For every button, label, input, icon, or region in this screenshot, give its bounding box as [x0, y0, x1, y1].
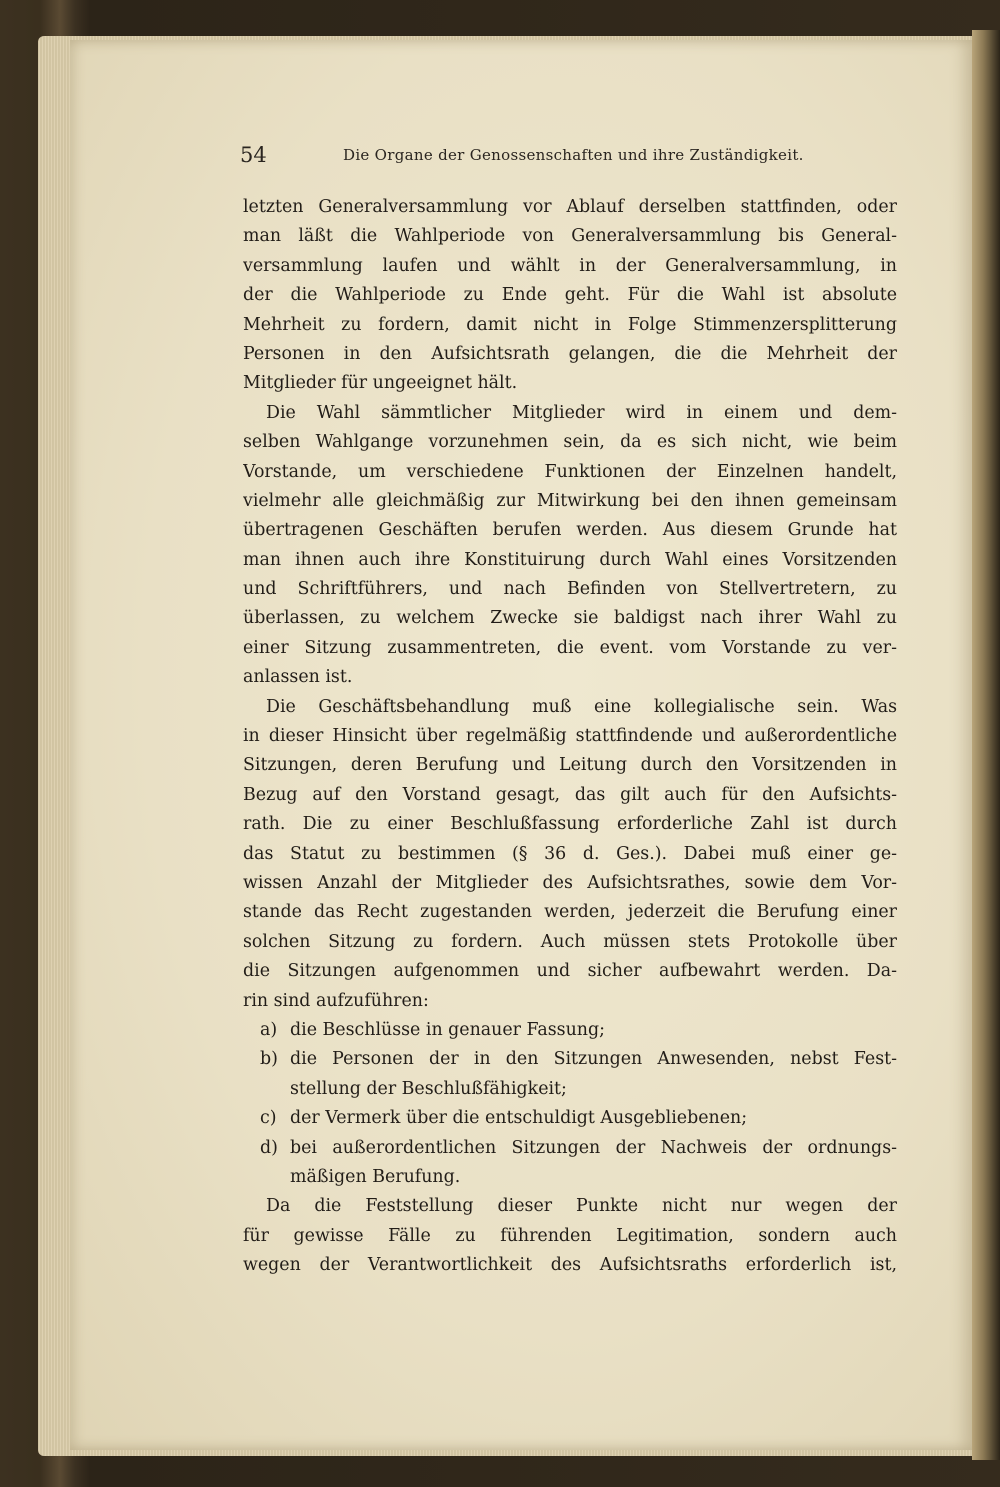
text-line: einer Sitzung zusammentreten, die event. vom Vorstande zu ver- [243, 637, 897, 658]
text-line: solchen Sitzung zu fordern. Auch müssen stets Protokolle über [243, 931, 897, 952]
text-line: und Schriftführers, und nach Befinden von Stellvertretern, zu [243, 579, 897, 600]
text-line: Mehrheit zu fordern, damit nicht in Folge Stimmenzersplitterung [243, 314, 897, 335]
paragraph [243, 193, 897, 399]
text-line: Vorstande, um verschiedene Funktionen der Einzelnen handelt, [243, 461, 897, 482]
list-item-text: die Personen der in den Sitzungen Anwesenden, nebst Fest- [290, 1049, 897, 1070]
list-marker: b) [260, 1049, 278, 1070]
list-item-text: der Vermerk über die entschuldigt Ausgebliebenen; [290, 1108, 748, 1129]
text-line: Mitglieder für ungeeignet hält. [243, 373, 518, 394]
text-line: für gewisse Fälle zu führenden Legitimation, sondern auch [243, 1225, 897, 1246]
paragraph [243, 693, 897, 1016]
text-line: überlassen, zu welchem Zwecke sie baldigst nach ihrer Wahl zu [243, 608, 897, 629]
text-line: Personen in den Aufsichtsrath gelangen, die die Mehrheit der [243, 343, 897, 364]
text-line: stande das Recht zugestanden werden, jederzeit die Berufung einer [243, 902, 897, 923]
list-item-line [243, 1045, 897, 1074]
text-line: wegen der Verantwortlichkeit des Aufsichtsraths erforderlich ist, [243, 1255, 897, 1276]
text-line: rath. Die zu einer Beschlußfassung erforderliche Zahl ist durch [243, 814, 897, 835]
protocol-list [243, 1016, 897, 1192]
list-item-line [243, 1104, 897, 1133]
list-marker: d) [260, 1137, 278, 1158]
text-line: Da die Feststellung dieser Punkte nicht nur wegen der [266, 1196, 897, 1217]
text-line: wissen Anzahl der Mitglieder des Aufsichtsrathes, sowie dem Vor- [243, 872, 897, 893]
text-line: rin sind aufzuführen: [243, 990, 429, 1011]
running-title: Die Organe der Genossenschaften und ihre Zuständigkeit. [343, 146, 804, 164]
list-item [243, 1045, 897, 1104]
list-item [243, 1016, 897, 1045]
next-page-edge [972, 30, 1000, 1460]
paragraph [243, 399, 897, 693]
page-header [240, 143, 900, 173]
list-item-line [243, 1134, 897, 1163]
text-line: man ihnen auch ihre Konstituirung durch Wahl eines Vorsitzenden [243, 549, 897, 570]
list-item [243, 1134, 897, 1193]
text-line: übertragenen Geschäften berufen werden. Aus diesem Grunde hat [243, 520, 897, 541]
list-item-continuation: stellung der Beschlußfähigkeit; [290, 1078, 567, 1099]
list-item-continuation: mäßigen Berufung. [290, 1166, 461, 1187]
list-marker: a) [260, 1019, 278, 1040]
text-line: letzten Generalversammlung vor Ablauf derselben stattfinden, oder [243, 197, 897, 217]
text-body [243, 193, 897, 1280]
text-line: man läßt die Wahlperiode von Generalversammlung bis General- [243, 226, 897, 247]
list-item-line [243, 1016, 897, 1045]
text-line: versammlung laufen und wählt in der Generalversammlung, in [243, 255, 897, 276]
text-line: selben Wahlgange vorzunehmen sein, da es sich nicht, wie beim [243, 432, 897, 453]
list-item [243, 1104, 897, 1133]
text-line: die Sitzungen aufgenommen und sicher aufbewahrt werden. Da- [243, 961, 897, 982]
list-marker: c) [260, 1108, 277, 1129]
text-line: das Statut zu bestimmen (§ 36 d. Ges.). Dabei muß einer ge- [243, 843, 897, 864]
page-number: 54 [240, 143, 267, 167]
text-line: anlassen ist. [243, 667, 353, 688]
text-line: vielmehr alle gleichmäßig zur Mitwirkung bei den ihnen gemeinsam [243, 490, 897, 511]
text-line: Die Wahl sämmtlicher Mitglieder wird in einem und dem- [266, 402, 897, 423]
text-line: Bezug auf den Vorstand gesagt, das gilt auch für den Aufsichts- [243, 784, 897, 805]
text-line: Sitzungen, deren Berufung und Leitung durch den Vorsitzenden in [243, 755, 897, 776]
text-line: der die Wahlperiode zu Ende geht. Für die Wahl ist absolute [243, 285, 897, 306]
text-line: in dieser Hinsicht über regelmäßig stattfindende und außerordentliche [243, 726, 897, 747]
list-item-text: bei außerordentlichen Sitzungen der Nachweis der ordnungs- [290, 1137, 897, 1158]
text-line: Die Geschäftsbehandlung muß eine kollegialische sein. Was [266, 696, 897, 717]
list-item-text: die Beschlüsse in genauer Fassung; [290, 1019, 605, 1040]
paragraph [243, 1192, 897, 1280]
